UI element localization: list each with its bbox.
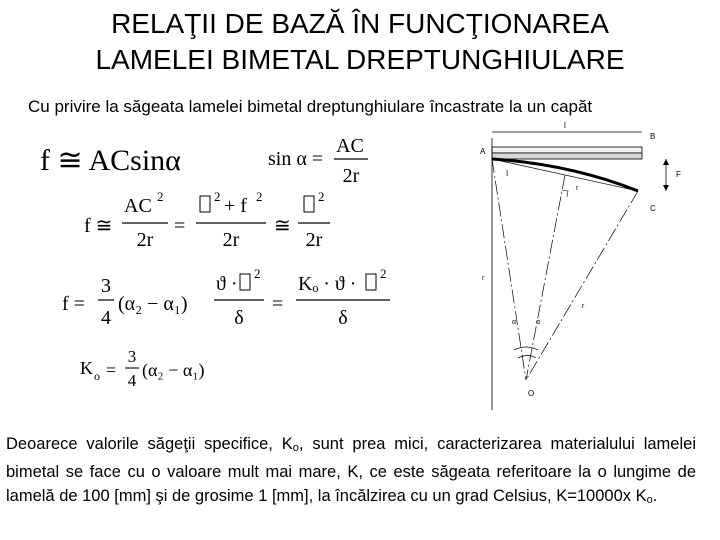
formula3-alpha-diff: (α₂ − α₁): [118, 293, 188, 315]
formula-sin-den: 2r: [342, 165, 360, 187]
label-l: l: [564, 121, 566, 130]
angle-arc-1: [514, 347, 538, 350]
formula4-four: 4: [127, 371, 137, 390]
formula2-den3: 2r: [305, 229, 323, 251]
formula2-plus-f: + f: [224, 195, 247, 217]
angle-arc-2: [518, 356, 536, 359]
label-a: A: [480, 147, 486, 156]
formula4-alpha-diff: (α₂ − α₁): [142, 360, 205, 380]
diagram-svg: [470, 118, 710, 418]
missing-glyph-l: [240, 274, 250, 290]
formula3-three: 3: [101, 275, 111, 297]
formula3-theta: ϑ ·: [216, 273, 238, 295]
formula4-k: K: [80, 358, 93, 378]
formula4-eq: =: [106, 360, 117, 380]
formula2-lhs: f ≅: [84, 215, 113, 237]
formula2-exp: 2: [157, 189, 164, 204]
title-line-2: LAMELEI BIMETAL DREPTUNGHIULARE: [95, 44, 625, 75]
formula2-eq: =: [174, 215, 186, 237]
formula3-delta: δ: [234, 307, 244, 329]
formula3-four: 4: [101, 307, 111, 329]
arrow-up: [663, 159, 669, 165]
formula3-delta2: δ: [338, 307, 348, 329]
bimetal-diagram: [470, 118, 710, 418]
formula2-ac: AC: [124, 195, 152, 217]
lamella-layer-bottom: [492, 153, 642, 159]
paragraph-part-1: Deoarece valorile săgeţii specifice, K: [6, 435, 293, 453]
label-f: F: [676, 170, 681, 179]
formula-svg: [40, 128, 480, 428]
formula4-three: 3: [127, 347, 137, 366]
arrow-down: [663, 185, 669, 191]
label-alpha-1: α: [512, 319, 517, 326]
bisector-line: [526, 175, 565, 380]
label-r3: r: [582, 303, 585, 310]
formula-sin-lhs: sin α =: [268, 148, 324, 170]
lamella-layer-top: [492, 147, 642, 153]
label-r2: r: [482, 275, 485, 282]
formula-f-approx: f ≅ ACsinα: [40, 144, 181, 177]
subtitle: Cu privire la săgeata lamelei bimetal dreptunghiulare încastrate la un capăt: [28, 97, 593, 116]
radius-line-c: [526, 191, 638, 380]
formula-sin-num: AC: [336, 135, 364, 157]
label-r: r: [576, 185, 579, 192]
formula3-exp: 2: [254, 266, 261, 281]
right-angle-mark: [562, 190, 568, 197]
missing-glyph-l: [304, 196, 314, 212]
formula-block: [40, 128, 480, 428]
formula4-sub: o: [94, 369, 100, 383]
formula2-den1: 2r: [136, 229, 154, 251]
label-o: O: [528, 389, 535, 398]
formula2-approx: ≅: [274, 215, 291, 237]
label-b: B: [650, 132, 656, 141]
formula2-exp-l2: 2: [318, 189, 325, 204]
label-alpha-2: α: [536, 319, 541, 326]
paragraph-part-3: .: [652, 487, 658, 505]
paragraph-sub-1: o: [292, 442, 299, 454]
formula2-den2: 2r: [222, 229, 240, 251]
missing-glyph-l: [200, 196, 210, 212]
radius-line-a: [492, 159, 526, 380]
formula3-eq: =: [272, 293, 284, 315]
paragraph-sub-2: o: [646, 494, 653, 506]
missing-glyph-l: [366, 274, 376, 290]
label-i: I: [506, 169, 509, 178]
explanation-paragraph: [6, 432, 696, 512]
formula3-lhs: f =: [62, 293, 85, 315]
page-title: [0, 6, 720, 78]
paragraph-part-2: , sunt prea mici, caracterizarea materialului lamelei bimetal se face cu o valoare mult mai mare, K, ce este săgeata referitoare la o lungime de lamelă de 100 [mm] şi de grosime 1 [mm], la încălzirea cu un grad Celsius, K=10000x K: [6, 435, 696, 505]
formula2-exp-l: 2: [214, 189, 221, 204]
label-c: C: [650, 204, 656, 213]
title-line-1: RELAŢII DE BAZĂ ÎN FUNCŢIONAREA: [111, 8, 609, 39]
formula2-exp-f: 2: [256, 189, 263, 204]
formula3-ko-theta: Kₒ · ϑ ·: [298, 273, 357, 295]
formula3-exp2: 2: [380, 266, 387, 281]
